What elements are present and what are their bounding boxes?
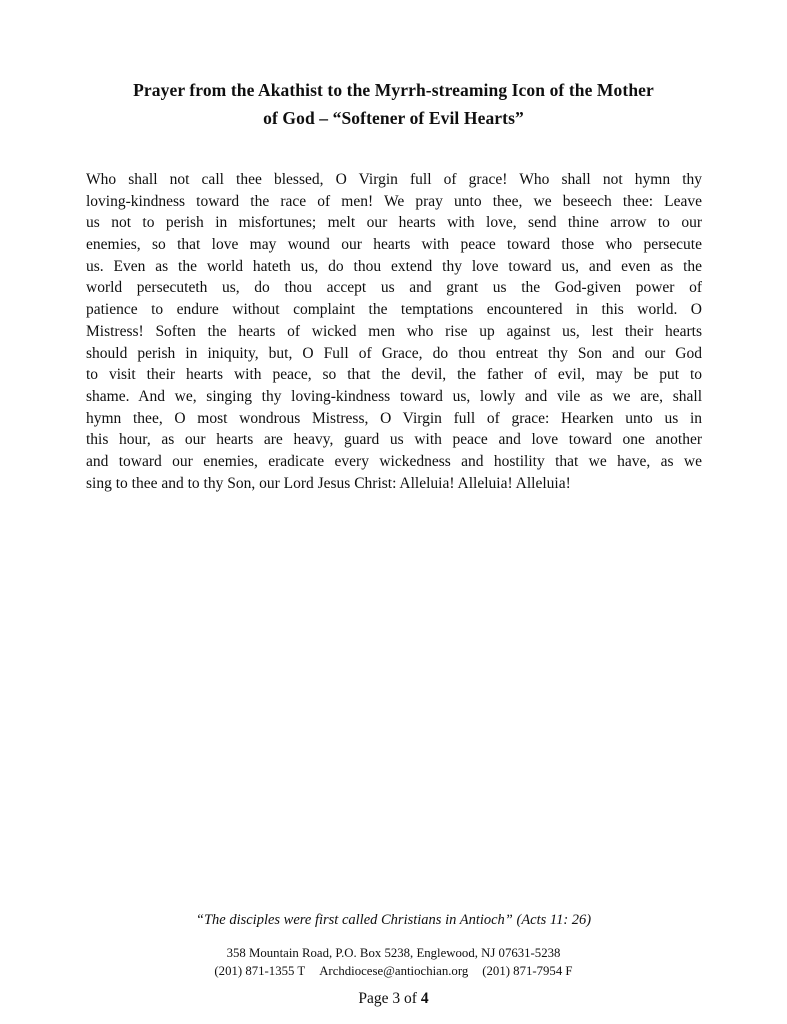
page-title bbox=[0, 76, 787, 132]
contact-row bbox=[0, 962, 787, 980]
body-line: loving-kindness toward the race of men! We pray unto thee, we beseech thee: Leave bbox=[86, 192, 702, 210]
page-title-line2: of God – “Softener of Evil Hearts” bbox=[263, 108, 524, 128]
address-line: 358 Mountain Road, P.O. Box 5238, Englewood, NJ 07631-5238 bbox=[226, 946, 561, 960]
body-line: should perish in iniquity, but, O Full of Grace, do thou entreat thy Son and our God bbox=[86, 344, 702, 362]
body-line: sing to thee and to thy Son, our Lord Jesus Christ: Alleluia! Alleluia! Alleluia! bbox=[86, 474, 571, 492]
body-line: world persecuteth us, do thou accept us and grant us the God-given power of bbox=[86, 279, 702, 297]
body-line: patience to endure without complaint the temptations encountered in this world. O bbox=[86, 301, 702, 319]
prayer-body bbox=[86, 169, 702, 494]
body-line: to visit their hearts with peace, so that the devil, the father of evil, may be put to bbox=[86, 366, 702, 384]
footer-address-block bbox=[0, 944, 787, 980]
body-line: enemies, so that love may wound our hearts with peace toward those who persecute bbox=[86, 236, 702, 254]
phone-telephone: (201) 871-1355 T bbox=[214, 964, 306, 978]
page-number-total: 4 bbox=[420, 990, 429, 1007]
body-line: us. Even as the world hateth us, do thou extend thy love toward us, and even as the bbox=[86, 257, 702, 275]
body-line: shame. And we, singing thy loving-kindness toward us, lowly and vile as we are, shall bbox=[86, 387, 702, 405]
body-line: hymn thee, O most wondrous Mistress, O Virgin full of grace: Hearken unto us in bbox=[86, 409, 702, 427]
body-line: Mistress! Soften the hearts of wicked men who rise up against us, lest their hearts bbox=[86, 322, 702, 340]
body-line: and toward our enemies, eradicate every wickedness and hostility that we have, as we bbox=[86, 452, 702, 470]
page-number bbox=[0, 989, 787, 1009]
footer-quote: “The disciples were first called Christians in Antioch” (Acts 11: 26) bbox=[195, 912, 592, 928]
phone-fax: (201) 871-7954 F bbox=[482, 964, 573, 978]
email-address: Archdiocese@antiochian.org bbox=[319, 964, 469, 978]
page-number-prefix: Page 3 of bbox=[358, 990, 417, 1007]
body-line: this hour, as our hearts are heavy, guard us with peace and love toward one another bbox=[86, 431, 702, 449]
body-line: us not to perish in misfortunes; melt our hearts with love, send thine arrow to our bbox=[86, 214, 702, 232]
page-title-line1: Prayer from the Akathist to the Myrrh-streaming Icon of the Mother bbox=[133, 80, 654, 100]
body-line: Who shall not call thee blessed, O Virgin full of grace! Who shall not hymn thy bbox=[86, 171, 702, 188]
